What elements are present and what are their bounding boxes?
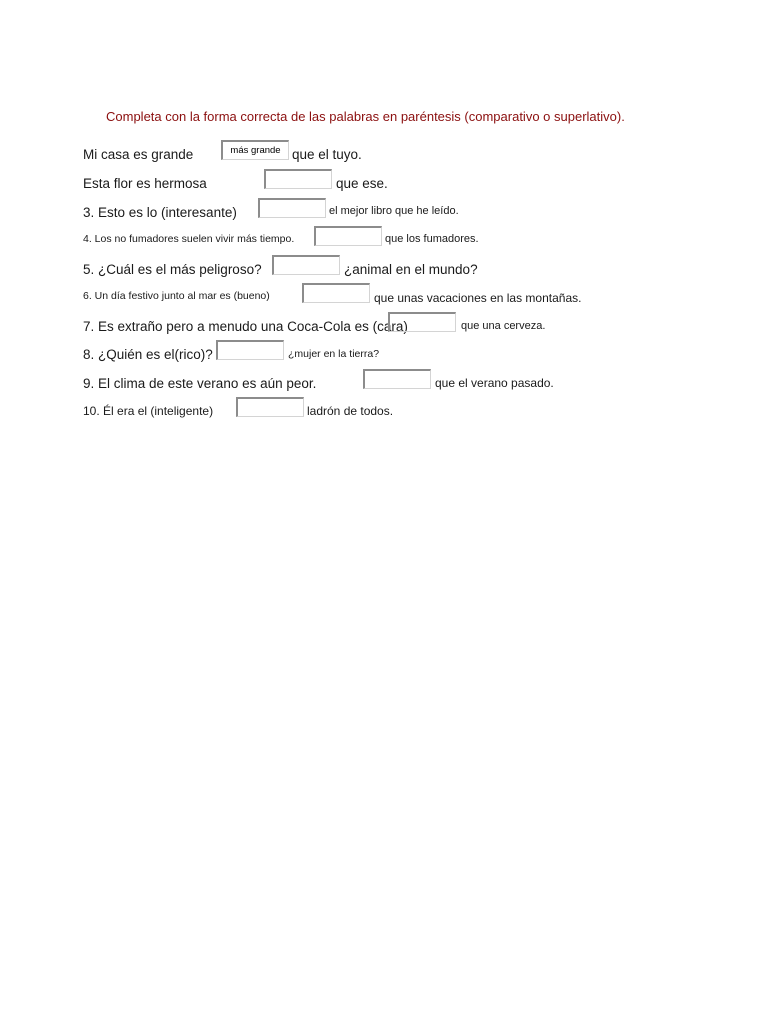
exercise-line-10 [83,405,723,427]
exercise-line-8 [83,348,723,370]
line-1-continuation: que el tuyo. [292,147,362,162]
line-6-answer-field[interactable] [302,283,370,303]
line-4-prompt: 4. Los no fumadores suelen vivir más tiempo. [83,233,295,245]
line-10-answer-field[interactable] [236,397,304,417]
line-7-answer-field[interactable] [388,312,456,332]
line-3-continuation: el mejor libro que he leído. [329,205,459,217]
exercise-line-9 [83,377,723,399]
exercise-line-3 [83,206,723,228]
line-4-answer-field[interactable] [314,226,382,246]
line-9-prompt: 9. El clima de este verano es aún peor. [83,376,317,391]
instructions-text: Completa con la forma correcta de las palabras en paréntesis (comparativo o superlativo). [106,109,625,124]
line-5-prompt: 5. ¿Cuál es el más peligroso? [83,262,262,277]
exercise-line-5 [83,263,723,285]
line-6-continuation: que unas vacaciones en las montañas. [374,291,582,305]
line-9-continuation: que el verano pasado. [435,376,554,390]
line-5-continuation: ¿animal en el mundo? [344,262,478,277]
exercise-line-1 [83,145,723,170]
exercise-line-6 [83,291,723,313]
line-8-prompt: 8. ¿Quién es el(rico)? [83,347,213,362]
line-2-prompt: Esta flor es hermosa [83,176,207,191]
line-1-answer-field[interactable]: más grande [221,140,289,160]
line-4-continuation: que los fumadores. [385,233,479,245]
line-3-answer-field[interactable] [258,198,326,218]
exercise-line-4 [83,234,723,256]
line-10-continuation: ladrón de todos. [307,404,394,418]
line-6-prompt: 6. Un día festivo junto al mar es (bueno) [83,290,270,302]
line-9-answer-field[interactable] [363,369,431,389]
line-8-answer-field[interactable] [216,340,284,360]
line-5-answer-field[interactable] [272,255,340,275]
line-1-prompt: Mi casa es grande [83,147,194,162]
exercise-line-2 [83,177,723,199]
line-3-prompt: 3. Esto es lo (interesante) [83,205,237,220]
line-8-continuation: ¿mujer en la tierra? [288,348,380,360]
line-2-continuation: que ese. [336,176,388,191]
line-2-answer-field[interactable] [264,169,332,189]
line-7-continuation: que una cerveza. [461,320,546,332]
line-7-prompt: 7. Es extraño pero a menudo una Coca-Cola es (cara) [83,319,408,334]
exercise-line-7 [83,320,723,342]
line-10-prompt: 10. Él era el (inteligente) [83,404,214,418]
